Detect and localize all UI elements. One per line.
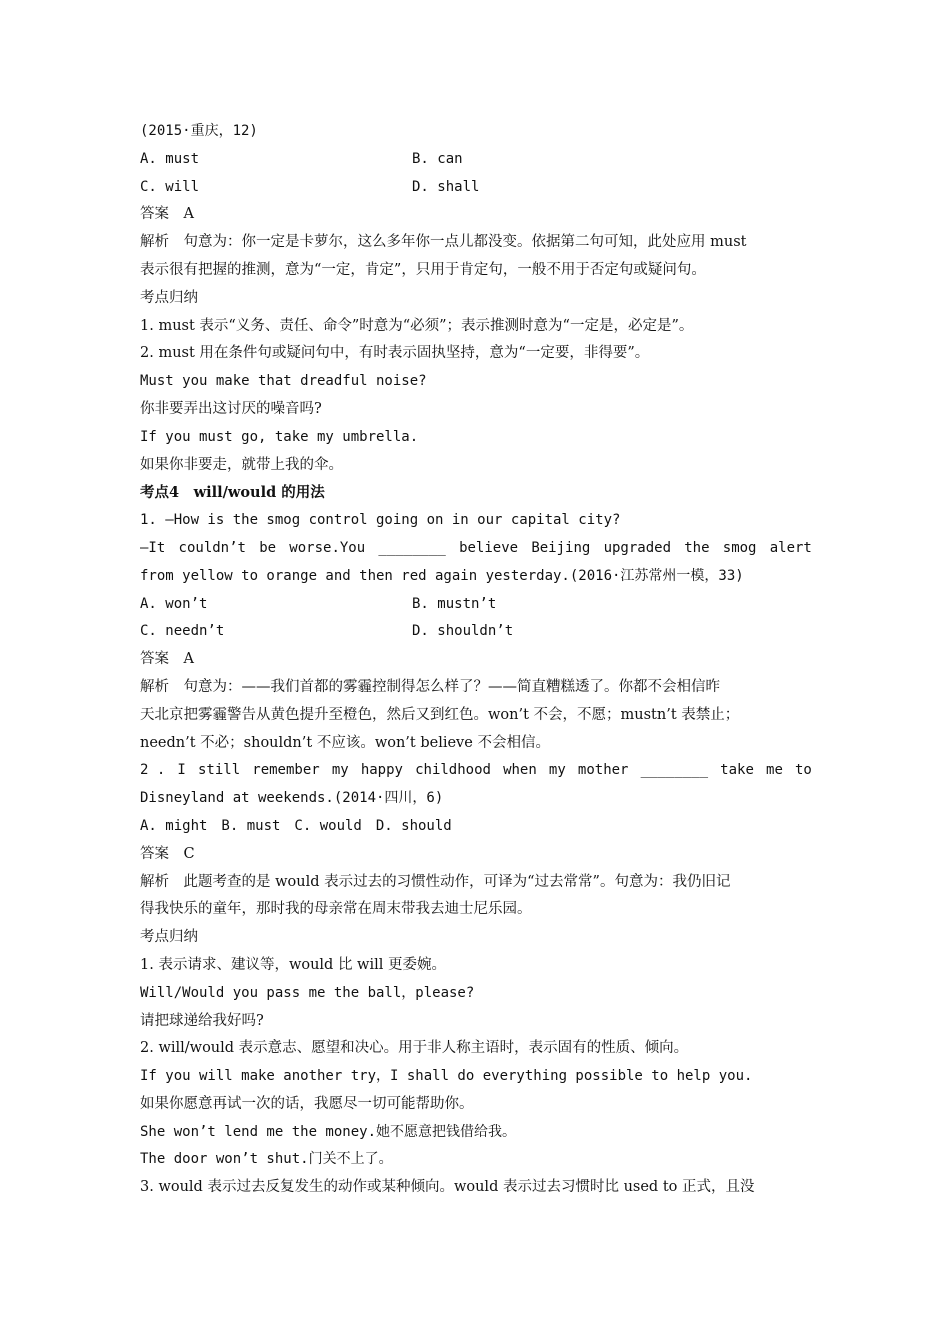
word: believe bbox=[459, 539, 519, 556]
summary-point: 3. would 表示过去反复发生的动作或某种倾向。would 表示过去习惯时比 used to 正式，且没 bbox=[140, 1179, 755, 1196]
summary-point: 1. must 表示“义务、责任、命令”时意为“必须”；表示推测时意为“一定是，必定是”。 bbox=[140, 317, 694, 334]
summary-point: 1. 表示请求、建议等，would 比 will 更委婉。 bbox=[140, 956, 446, 973]
word: I bbox=[177, 762, 186, 779]
explanation-line: 得我快乐的童年，那时我的母亲常在周末带我去迪士尼乐园。 bbox=[140, 901, 532, 918]
option-d: D. shall bbox=[412, 178, 480, 195]
word: the bbox=[684, 539, 710, 556]
word: —It bbox=[140, 539, 166, 556]
question-line-justified bbox=[140, 535, 812, 563]
summary-heading: 考点归纳 bbox=[140, 929, 198, 946]
summary-heading: 考点归纳 bbox=[140, 289, 198, 306]
answer-line: 答案 C bbox=[140, 845, 195, 862]
answer-line: 答案 A bbox=[140, 206, 194, 223]
word: Beijing bbox=[531, 539, 591, 556]
explanation-line: 解析 句意为：——我们首都的雾霾控制得怎么样了？——简直糟糕透了。你都不会相信昨 bbox=[140, 678, 720, 695]
options-row bbox=[140, 146, 812, 174]
explanation-line: 解析 句意为：你一定是卡萝尔，这么多年你一点儿都没变。依据第二句可知，此处应用 must bbox=[140, 234, 747, 251]
word: ________ bbox=[640, 762, 709, 779]
explanation-line: 表示很有把握的推测，意为“一定，肯定”，只用于肯定句，一般不用于否定句或疑问句。 bbox=[140, 261, 706, 278]
example-chinese: 请把球递给我好吗? bbox=[140, 1012, 264, 1029]
explanation-line: 解析 此题考查的是 would 表示过去的习惯性动作，可译为“过去常常”。句意为：我仍旧记 bbox=[140, 873, 731, 890]
options-row bbox=[140, 174, 812, 202]
word: childhood bbox=[415, 762, 491, 779]
answer-line: 答案 A bbox=[140, 651, 194, 668]
question-line: 1. —How is the smog control going on in our capital city? bbox=[140, 512, 621, 529]
word: alert bbox=[769, 539, 812, 556]
word: me bbox=[766, 762, 783, 779]
explanation-line: needn’t 不必；shouldn’t 不应该。won’t believe 不会相信。 bbox=[140, 734, 550, 751]
option-a: A. must bbox=[140, 150, 200, 167]
example-english: If you will make another try，I shall do everything possible to help you. bbox=[140, 1068, 753, 1085]
word: 2 . bbox=[140, 762, 166, 779]
example-chinese: 如果你愿意再试一次的话，我愿尽一切可能帮助你。 bbox=[140, 1095, 474, 1112]
word: smog bbox=[722, 539, 757, 556]
word: my bbox=[548, 762, 566, 779]
summary-point: 2. will/would 表示意志、愿望和决心。用于非人称主语时，表示固有的性质、倾向。 bbox=[140, 1040, 689, 1057]
example-english: Must you make that dreadful noise? bbox=[140, 373, 427, 390]
word: to bbox=[795, 762, 812, 779]
source-note: (2015·重庆，12) bbox=[140, 123, 258, 139]
options-row bbox=[140, 618, 812, 646]
word: be bbox=[259, 539, 277, 556]
summary-point: 2. must 用在条件句或疑问句中，有时表示固执坚持，意为“一定要，非得要”。 bbox=[140, 345, 650, 362]
word: worse.You bbox=[289, 539, 366, 556]
section-heading: 考点4 will/would 的用法 bbox=[140, 484, 325, 502]
option-a: A. won’t bbox=[140, 595, 208, 612]
option-b: B. can bbox=[412, 150, 463, 167]
word: mother bbox=[577, 762, 629, 779]
option-c: C. will bbox=[140, 178, 200, 195]
document-page bbox=[140, 118, 812, 1202]
word: take bbox=[720, 762, 754, 779]
example-chinese: 如果你非要走，就带上我的伞。 bbox=[140, 456, 343, 473]
options-inline: A. might B. must C. would D. should bbox=[140, 817, 452, 834]
word: couldn’t bbox=[178, 539, 246, 556]
word: when bbox=[503, 762, 537, 779]
word: happy bbox=[360, 762, 403, 779]
example-english: Will/Would you pass me the ball，please? bbox=[140, 984, 475, 1001]
word: ________ bbox=[378, 539, 446, 556]
question-line: from yellow to orange and then red again yesterday.(2016·江苏常州一模，33) bbox=[140, 567, 744, 584]
option-b: B. mustn’t bbox=[412, 595, 497, 612]
option-d: D. shouldn’t bbox=[412, 623, 514, 640]
word: still bbox=[197, 762, 241, 779]
word: my bbox=[331, 762, 349, 779]
options-row bbox=[140, 591, 812, 619]
example-chinese: 你非要弄出这讨厌的噪音吗? bbox=[140, 400, 322, 417]
option-c: C. needn’t bbox=[140, 623, 225, 640]
question-line-justified bbox=[140, 757, 812, 785]
word: upgraded bbox=[603, 539, 671, 556]
question-line: Disneyland at weekends.(2014·四川，6) bbox=[140, 790, 444, 807]
word: remember bbox=[252, 762, 320, 779]
example-sentence: The door won’t shut.门关不上了。 bbox=[140, 1151, 393, 1168]
explanation-line: 天北京把雾霾警告从黄色提升至橙色，然后又到红色。won’t 不会，不愿；mustn’t 表禁止； bbox=[140, 706, 740, 723]
example-english: If you must go, take my umbrella. bbox=[140, 428, 419, 445]
example-sentence: She won’t lend me the money.她不愿意把钱借给我。 bbox=[140, 1123, 517, 1140]
